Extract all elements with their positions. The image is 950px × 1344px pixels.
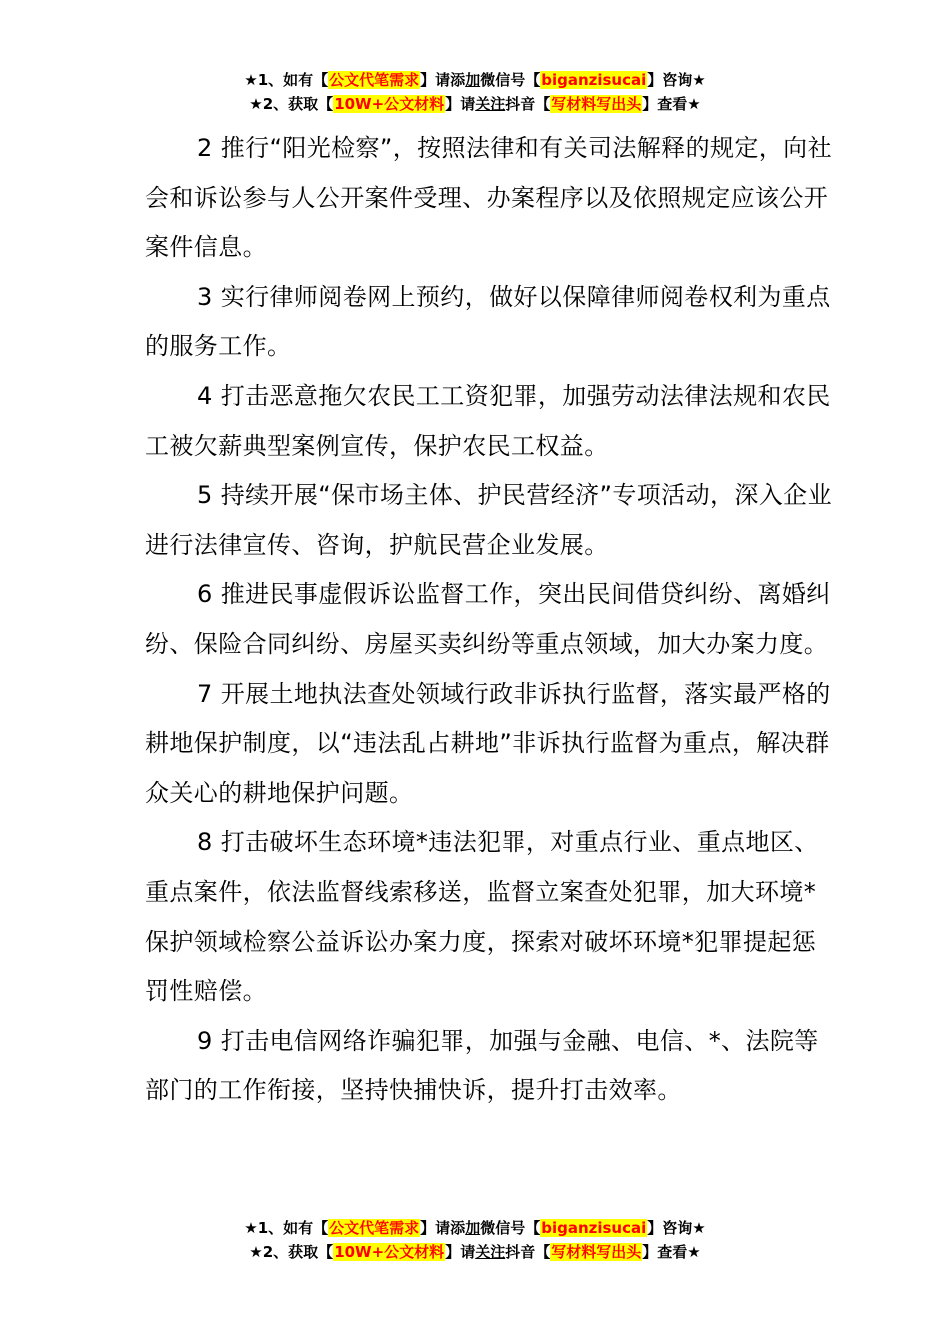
banner-line-2-suffix: 】查看★ bbox=[642, 1243, 701, 1261]
paragraph-item-5: 5 持续开展“保市场主体、护民营经济”专项活动，深入企业进行法律宣传、咨询，护航民营企业发展。 bbox=[145, 481, 832, 559]
banner-line-1 bbox=[0, 68, 950, 92]
banner-highlight-service: 公文代笔需求 bbox=[329, 1219, 420, 1237]
banner-highlight-materials: 10W+公文材料 bbox=[334, 1243, 445, 1261]
banner-highlight-wechat-id: biganzisucai bbox=[541, 1219, 647, 1237]
banner-underlined-text: 加 bbox=[465, 1219, 481, 1237]
header-banner bbox=[0, 68, 950, 116]
banner-line-2-prefix: ★2、获取【 bbox=[249, 95, 334, 113]
banner-line-2-middle-2: 抖音【 bbox=[505, 1243, 551, 1261]
paragraph-item-3: 3 实行律师阅卷网上预约，做好以保障律师阅卷权利为重点的服务工作。 bbox=[145, 282, 831, 361]
banner-line-1-prefix: ★1、如有【 bbox=[244, 71, 329, 89]
banner-line-1-middle: 】请添 bbox=[420, 1219, 466, 1237]
paragraph-item-7: 7 开展土地执法查处领域行政非诉执行监督，落实最严格的耕地保护制度，以“违法乱占耕地”非诉执行监督为重点，解决群众关心的耕地保护问题。 bbox=[145, 679, 831, 807]
banner-line-2-middle-2: 抖音【 bbox=[505, 95, 551, 113]
banner-line-1-middle-2: 微信号【 bbox=[480, 1219, 541, 1237]
banner-line-2 bbox=[0, 92, 950, 116]
banner-underlined-text: 加 bbox=[465, 71, 481, 89]
banner-line-1-suffix: 】咨询★ bbox=[647, 1219, 706, 1237]
banner-line-2-suffix: 】查看★ bbox=[642, 95, 701, 113]
banner-underlined-text: 关注 bbox=[475, 1243, 506, 1261]
banner-line-1-prefix: ★1、如有【 bbox=[244, 1219, 329, 1237]
banner-line-2-middle: 】请 bbox=[445, 1243, 476, 1261]
paragraph-item-4: 4 打击恶意拖欠农民工工资犯罪，加强劳动法律法规和农民工被欠薪典型案例宣传，保护农民工权益。 bbox=[145, 381, 831, 460]
document-body bbox=[145, 124, 835, 1116]
banner-highlight-douyin: 写材料写出头 bbox=[551, 95, 642, 113]
paragraph-item-9: 9 打击电信网络诈骗犯罪，加强与金融、电信、*、法院等部门的工作衔接，坚持快捕快诉，提升打击效率。 bbox=[145, 1026, 819, 1105]
banner-underlined-text: 关注 bbox=[475, 95, 506, 113]
banner-line-1-middle-2: 微信号【 bbox=[480, 71, 541, 89]
banner-line-2-prefix: ★2、获取【 bbox=[249, 1243, 334, 1261]
paragraph-item-8: 8 打击破坏生态环境*违法犯罪，对重点行业、重点地区、重点案件，依法监督线索移送，监督立案查处犯罪，加大环境*保护领域检察公益诉讼办案力度，探索对破坏环境*犯罪提起惩罚性赔偿。 bbox=[145, 828, 819, 1006]
banner-highlight-materials: 10W+公文材料 bbox=[334, 95, 445, 113]
paragraph-item-6: 6 推进民事虚假诉讼监督工作，突出民间借贷纠纷、离婚纠纷、保险合同纠纷、房屋买卖纠纷等重点领域，加大办案力度。 bbox=[145, 580, 831, 658]
banner-highlight-douyin: 写材料写出头 bbox=[551, 1243, 642, 1261]
banner-highlight-wechat-id: biganzisucai bbox=[541, 71, 647, 89]
banner-line-1-middle: 】请添 bbox=[420, 71, 466, 89]
banner-highlight-service: 公文代笔需求 bbox=[329, 71, 420, 89]
banner-line-2-middle: 】请 bbox=[445, 95, 476, 113]
banner-line-1 bbox=[0, 1216, 950, 1240]
paragraph-item-2: 2 推行“阳光检察”，按照法律和有关司法解释的规定，向社会和诉讼参与人公开案件受理、办案程序以及依照规定应该公开案件信息。 bbox=[145, 134, 832, 262]
footer-banner bbox=[0, 1216, 950, 1264]
banner-line-2 bbox=[0, 1240, 950, 1264]
banner-line-1-suffix: 】咨询★ bbox=[647, 71, 706, 89]
